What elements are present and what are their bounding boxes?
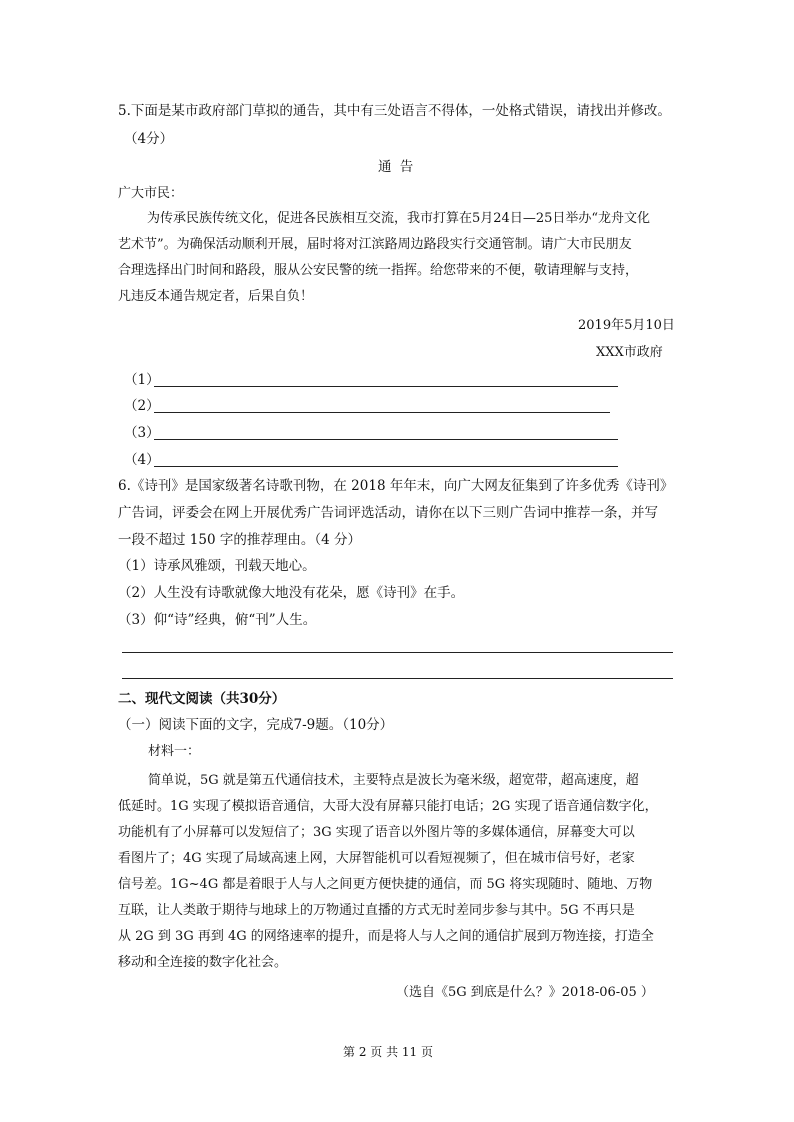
section-subheading: （一）阅读下面的文字，完成7-9题。（10分） (118, 717, 394, 733)
notice-body-line: 艺术节”。为确保活动顺利开展，届时将对江滨路周边路段实行交通管制。请广大市民朋友 (118, 237, 632, 252)
section-heading: 二、现代文阅读（共30分） (118, 691, 286, 707)
answer-label-2: （2） (124, 398, 160, 414)
q6-answer-line-2[interactable] (122, 678, 673, 679)
passage-line: 互联，让人类敢于期待与地球上的万物通过直播的方式无时差同步参与其中。5G 不再只是 (118, 903, 635, 918)
passage-line: 信号差。1G~4G 都是着眼于人与人之间更方便快捷的通信，而 5G 将实现随时、随地、万物 (118, 877, 653, 892)
answer-line-3[interactable] (154, 439, 618, 440)
passage-line: 从 2G 到 3G 再到 4G 的网络速率的提升，而是将人与人之间的通信扩展到万物连接，打造全 (118, 929, 654, 944)
passage-line: 功能机有了小屏幕可以发短信了；3G 实现了语音以外图片等的多媒体通信，屏幕变大可以 (118, 825, 635, 840)
passage-source: （选自《5G 到底是什么？》2018-06-05 ） (396, 985, 654, 1000)
q5-prompt: 5.下面是某市政府部门草拟的通告，其中有三处语言不得体，一处格式错误，请找出并修改。 (118, 103, 671, 119)
passage-line: 低延时。1G 实现了模拟语音通信，大哥大没有屏幕只能打电话；2G 实现了语音通信数字化， (118, 799, 658, 814)
q6-option-1: （1）诗承风雅颂，刊载天地心。 (118, 558, 316, 574)
q5-score: （4分） (124, 131, 174, 147)
answer-label-1: （1） (124, 372, 160, 388)
notice-body-line: 凡违反本通告规定者，后果自负！ (118, 289, 314, 304)
page-footer: 第 2 页 共 11 页 (343, 1045, 433, 1059)
answer-line-1[interactable] (154, 386, 618, 387)
notice-issuer: XXX市政府 (596, 345, 663, 360)
answer-label-3: （3） (124, 425, 160, 441)
q6-prompt-line: 一段不超过 150 字的推荐理由。（4 分） (118, 532, 361, 548)
q6-prompt-line: 6.《诗刊》是国家级著名诗歌刊物，在 2018 年年末，向广大网友征集到了许多优秀《诗刊》 (118, 478, 674, 494)
q6-option-2: （2）人生没有诗歌就像大地没有花朵，愿《诗刊》在手。 (118, 585, 465, 601)
notice-body-line: 合理选择出门时间和路段，服从公安民警的统一指挥。给您带来的不便，敬请理解与支持， (118, 263, 639, 278)
q6-option-3: （3）仰“诗”经典，俯“刊”人生。 (118, 612, 317, 628)
passage-line: 简单说，5G 就是第五代通信技术，主要特点是波长为毫米级，超宽带，超高速度，超 (148, 773, 639, 788)
passage-line: 看图片了；4G 实现了局域高速上网，大屏智能机可以看短视频了，但在城市信号好，老家 (118, 851, 635, 866)
notice-salutation: 广大市民： (118, 186, 184, 201)
notice-title: 通 告 (378, 159, 416, 175)
answer-line-4[interactable] (154, 466, 618, 467)
answer-label-4: （4） (124, 452, 160, 468)
q6-answer-line-1[interactable] (122, 652, 673, 653)
material-label: 材料一： (148, 744, 201, 759)
notice-body-line: 为传承民族传统文化，促进各民族相互交流，我市打算在5月24日—25日举办“龙舟文化 (147, 211, 651, 226)
answer-line-2[interactable] (154, 412, 610, 413)
passage-line: 移动和全连接的数字化社会。 (118, 955, 288, 970)
q6-prompt-line: 广告词，评委会在网上开展优秀广告词评选活动，请你在以下三则广告词中推荐一条，并写 (118, 505, 658, 521)
notice-date: 2019年5月10日 (578, 318, 675, 333)
